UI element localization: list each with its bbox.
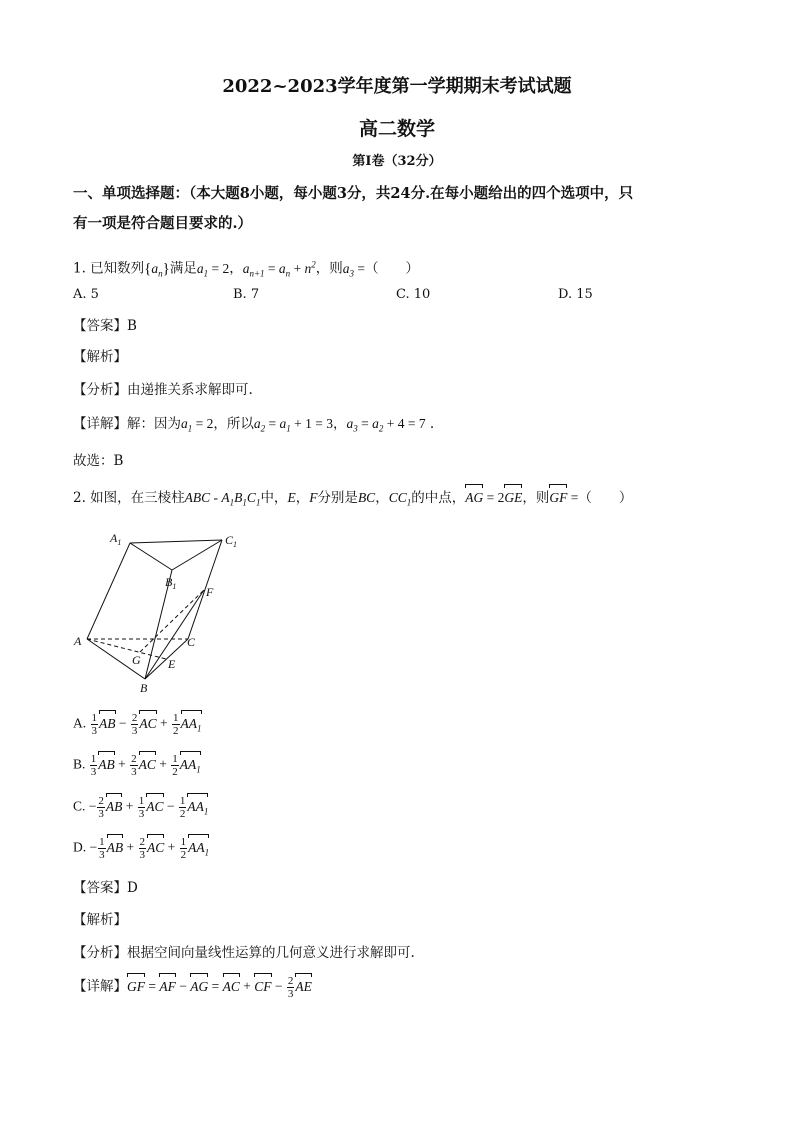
q1-fenxi-tag: 【分析】	[73, 382, 127, 398]
q2-mid4: ，则	[522, 490, 550, 506]
q1-detail-mid: ，所以	[213, 416, 254, 432]
question-2-stem	[73, 488, 632, 513]
q1-detail-a1: $a_1 = 2$	[181, 416, 214, 434]
q1-target: $a_3$ =	[342, 260, 366, 279]
q2-mid1: 中，	[260, 490, 288, 506]
q1-recurrence: $a_{n+1} = a_n + n^2$	[242, 259, 316, 279]
q1-fenxi	[73, 380, 253, 400]
q2-mid3: 的中点，	[411, 490, 466, 506]
q1-mid2: ，则	[315, 260, 343, 277]
q2-fenxi	[73, 943, 415, 963]
q1-prefix: 1. 已知数列	[73, 260, 145, 277]
q2-detail-tag: 【详解】	[73, 978, 127, 994]
label-f: F	[206, 585, 214, 599]
edge-a1c1	[130, 540, 222, 543]
q1-answer: 【答案】B	[73, 318, 137, 334]
label-c: C	[187, 635, 196, 649]
q1-detail-a3: $a_3 = a_2 + 4 = 7$	[346, 416, 426, 434]
edge-cc1	[188, 540, 222, 639]
q1-tail: （ ）	[365, 260, 420, 277]
label-g: G	[132, 653, 141, 667]
q2-tail: （ ）	[578, 490, 633, 506]
q2-option-c: C. − $\frac{2}{3}$ AB + $\frac{1}{3}$ AC − $\frac{1}{2}$ $AA_1$	[73, 795, 209, 820]
q2-option-d-label: D.	[73, 839, 87, 855]
q1-conclusion: 故选：B	[73, 453, 124, 469]
q1-option-b: B. 7	[233, 287, 260, 302]
q1-option-d: D. 15	[558, 287, 593, 302]
q2-option-b: B. $\frac{1}{3}$ AB + $\frac{2}{3}$ AC + $\frac{1}{2}$ $AA_1$	[73, 753, 201, 778]
q2-prism: ABC - $A_1B_1C_1$	[184, 490, 261, 508]
label-b1: $B_1$	[165, 575, 177, 591]
label-c1: $C_1$	[225, 533, 238, 549]
label-a: A	[74, 634, 82, 648]
q2-option-b-label: B.	[73, 756, 86, 772]
q1-detail-text: 解：因为	[127, 416, 181, 432]
exam-title: 2022~2023学年度第一学期期末考试试题	[222, 76, 572, 97]
q2-fenxi-text: 根据空间向量线性运算的几何意义进行求解即可.	[127, 945, 415, 961]
section-heading-line1: 一、单项选择题：（本大题8小题，每小题3分，共24分.在每小题给出的四个选项中，只	[73, 185, 634, 202]
q2-fenxi-tag: 【分析】	[73, 945, 127, 961]
edge-bc	[145, 639, 188, 679]
q1-analysis-tag: 【解析】	[73, 349, 127, 365]
label-b: B	[140, 681, 148, 695]
q2-analysis-tag: 【解析】	[73, 912, 127, 928]
q2-points-ef: E，F	[287, 490, 318, 505]
q2-option-a-label: A.	[73, 715, 87, 731]
q1-detail-tag: 【详解】	[73, 416, 127, 432]
edge-b1c1	[172, 540, 222, 570]
q2-answer: 【答案】D	[73, 880, 138, 896]
q2-prefix: 2. 如图，在三棱柱	[73, 490, 185, 506]
q1-sequence: $\{a_n\}$	[144, 260, 170, 279]
question-1-stem: 1. 已知数列$\{a_n\}$满足$a_1 = 2$，$a_{n+1} = a_n + n^2$，则$a_3$ =（ ）	[73, 259, 420, 279]
q2-vector-relation: AG = 2GE	[465, 490, 522, 505]
volume-label: 第Ⅰ卷（32分）	[352, 154, 442, 169]
q2-option-a: A. $\frac{1}{3}$ AB − $\frac{2}{3}$ AC + $\frac{1}{2}$ $AA_1$	[73, 712, 202, 737]
q1-fenxi-text: 由递推关系求解即可.	[127, 382, 253, 398]
q2-option-d: D. − $\frac{1}{3}$ AB + $\frac{2}{3}$ AC + $\frac{1}{2}$ $AA_1$	[73, 836, 210, 861]
q2-option-c-label: C.	[73, 798, 86, 814]
q2-target: GF =	[549, 490, 578, 505]
edge-aa1	[87, 543, 130, 639]
edge-a1b1	[130, 543, 172, 570]
q2-segments: BC，$CC_1$	[357, 490, 412, 508]
prism-figure	[70, 528, 260, 698]
q2-detail: 【详解】GF = AF − AG = AC + CF − $\frac{2}{3}$ AE	[73, 975, 312, 1000]
q1-mid1: 满足	[169, 260, 197, 277]
label-e: E	[168, 657, 176, 671]
q2-mid2: 分别是	[317, 490, 358, 506]
label-a1: $A_1$	[110, 531, 122, 547]
q1-detail-a2: $a_2 = a_1 + 1 = 3$	[253, 416, 333, 434]
section-heading-line2: 有一项是符合题目要求的.）	[73, 215, 253, 232]
q1-condition-a1: $a_1 = 2$	[196, 260, 230, 279]
exam-subject: 高二数学	[358, 118, 435, 140]
q1-option-c: C. 10	[396, 287, 431, 302]
q1-option-a: A. 5	[73, 287, 99, 302]
q1-detail: 【详解】解：因为$a_1 = 2$，所以$a_2 = a_1 + 1 = 3$，$a_3 = a_2 + 4 = 7$ .	[73, 416, 435, 434]
